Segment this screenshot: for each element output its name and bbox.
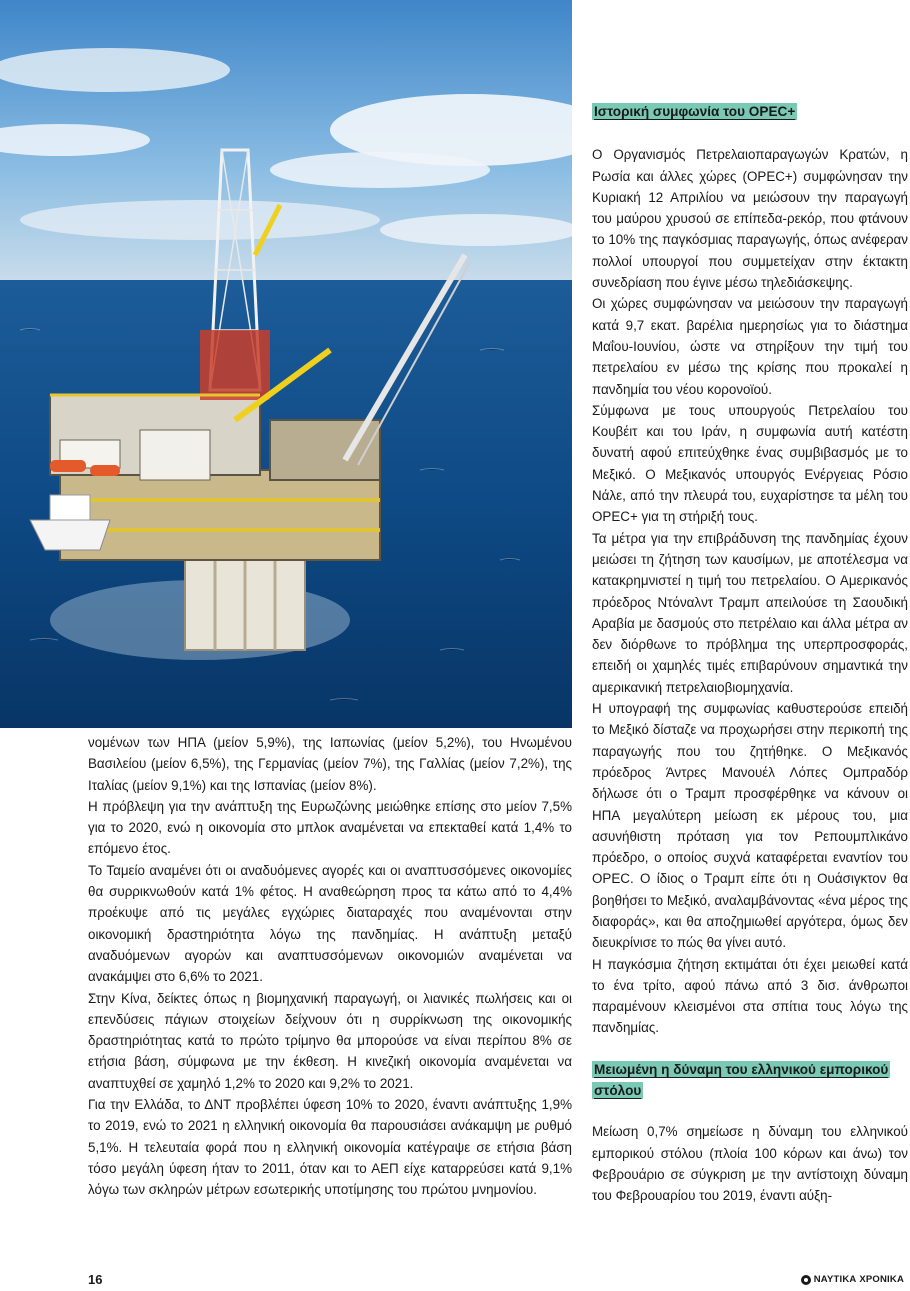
page-number: 16 xyxy=(88,1272,103,1287)
section-heading-fleet-text: Μειωμένη η δύναμη του ελληνικού εμπορικού στόλου xyxy=(594,1061,889,1099)
brand-logo-icon xyxy=(801,1275,811,1285)
section-heading-opec-text: Ιστορική συμφωνία του OPEC+ xyxy=(594,104,796,119)
section-heading-fleet xyxy=(592,1059,908,1102)
left-paragraph: Στην Κίνα, δείκτες όπως η βιομηχανική παραγωγή, οι λιανικές πωλήσεις και οι επενδύσεις πάγιων στοιχείων δείχνουν ότι η συρρίκνωση της οικονομικής δραστηριότητας κατά το πρώτο τρίμηνο θα μπορούσε να είναι περίπου 8% σε ετήσια βάση, σύμφωνα με την έκθεση. Η κινεζική οικονομία αναμένεται να αναπτυχθεί σε χαμηλό 1,2% το 2020 και 9,2% το 2021. xyxy=(88,990,572,1091)
oil-platform-illustration xyxy=(0,0,572,728)
right-paragraph: Οι χώρες συμφώνησαν να μειώσουν την παραγωγή κατά 9,7 εκατ. βαρέλια ημερησίως για το διάστημα Μαΐου-Ιουνίου, ώστε να στηρίξουν την τιμή του πετρελαίου εν μέσω της κρίσης που προκαλεί η πανδημία του νέου κορονοϊού. xyxy=(592,296,908,397)
left-paragraph: νομένων των ΗΠΑ (μείον 5,9%), της Ιαπωνίας (μείον 5,2%), του Ηνωμένου Βασιλείου (μείον 6,5%), της Γερμανίας (μείον 7%), της Γαλλίας (μείον 7,2%), της Ιταλίας (μείον 9,1%) και της Ισπανίας (μείον 8%). xyxy=(88,735,572,793)
right-paragraph: Τα μέτρα για την επιβράδυνση της πανδημίας έχουν μειώσει τη ζήτηση των καυσίμων, με αποτέλεσμα να κατακρημνιστεί η τιμή του πετρελαίου. Ο Αμερικανός πρόεδρος Ντόναλντ Τραμπ απειλούσε τη Σαουδική Αραβία με δασμούς στο πετρέλαιο και άλλα μέτρα αν δεν διόρθωνε το πρόβλημα της υπερπροσφοράς, επειδή οι χαμηλές τιμές επιβαρύνουν σημαντικά την αμερικανική πετρελαιοβιομηχανία. xyxy=(592,530,908,695)
right-paragraph: Μείωση 0,7% σημείωσε η δύναμη του ελληνικού εμπορικού στόλου (πλοία 100 κόρων και άνω) τον Φεβρουάριο σε σύγκριση με την αντίστοιχη δύναμη του Φεβρουαρίου του 2019, έναντι αύξη- xyxy=(592,1124,908,1204)
brand-name: ΝΑΥΤΙΚΑ ΧΡΟΝΙΚΑ xyxy=(813,1274,904,1285)
left-paragraph: Για την Ελλάδα, το ΔΝΤ προβλέπει ύφεση 10% το 2020, έναντι ανάπτυξης 1,9% το 2019, ενώ το 2021 η ελληνική οικονομία θα παρουσιάσει ανάκαμψη με ρυθμό 5,1%. Η τελευταία φορά που η ελληνική οικονομία κατέγραψε σε ετήσια βάση τόσο μεγάλη ύφεση ήταν το 2011, όταν και το ΑΕΠ είχε καταρρεύσει κατά 9,1% λόγω των σκληρών μέτρων εσωτερικής υποτίμησης του πρώτου μνημονίου. xyxy=(88,1097,572,1198)
right-paragraph: Ο Οργανισμός Πετρελαιοπαραγωγών Κρατών, η Ρωσία και άλλες χώρες (OPEC+) συμφώνησαν την Κυριακή 12 Απριλίου να μειώσουν την παραγωγή του μαύρου χρυσού σε επίπεδα-ρεκόρ, που φτάνουν το 10% της παγκόσμιας παραγωγής, όπως ανέφεραν πολλοί υπουργοί που συμμετείχαν στην έκτακτη συνεδρίαση που έγινε μέσω τηλεδιάσκεψης. xyxy=(592,147,908,291)
right-paragraph: Σύμφωνα με τους υπουργούς Πετρελαίου του Κουβέιτ και του Ιράν, η συμφωνία αυτή κατέστη δυνατή αφού επιτεύχθηκε ένας συμβιβασμός με το Μεξικό. Ο Μεξικανός υπουργός Ενέργειας Ρόσιο Νάλε, από την πλευρά του, ευχαρίστησε τα μέλη του OPEC+ για τη στήριξή τους. xyxy=(592,402,908,525)
publication-brand xyxy=(801,1274,904,1285)
right-paragraph: Η παγκόσμια ζήτηση εκτιμάται ότι έχει μειωθεί κατά το ένα τρίτο, αφού πάνω από 3 δισ. άνθρωποι παραμένουν κλεισμένοι στα σπίτια τους λόγω της πανδημίας. xyxy=(592,956,908,1036)
oil-platform-photo xyxy=(0,0,572,728)
right-column xyxy=(592,101,908,1207)
left-paragraph: Το Ταμείο αναμένει ότι οι αναδυόμενες αγορές και οι αναπτυσσόμενες οικονομίες θα συρρικνωθούν κατά 1% φέτος. Η αναθεώρηση προς τα κάτω από το 4,4% προέκυψε από τις μεγάλες εγχώριες διαταραχές που αναμένονται στην οικονομική δραστηριότητα λόγω της πανδημίας. Η ανάπτυξη μεταξύ αναδυόμενων αγορών και αναπτυσσόμενων οικονομιών αναμένεται να ανακάμψει στο 6,6% το 2021. xyxy=(88,862,572,985)
right-paragraph: Η υπογραφή της συμφωνίας καθυστερούσε επειδή το Μεξικό δίσταζε να προχωρήσει στην περικοπή της παραγωγής που του ζητήθηκε. Ο Μεξικανός πρόεδρος Άντρες Μανουέλ Λόπες Ομπραδόρ δήλωσε ότι ο Τραμπ προσφέρθηκε να κάνουν οι ΗΠΑ μεγαλύτερη μείωση εκ μέρους του, μια ασυνήθιστη πρόταση για τον Ρεπουμπλικάνο πρόεδρο, ο οποίος συχνά καταφέρεται εναντίον του OPEC. Ο ίδιος ο Τραμπ είπε ότι η Ουάσιγκτον θα βοηθήσει το Μεξικό, αναλαμβάνοντας «ένα μέρος της διαφοράς», και θα αποζημιωθεί αργότερα, όμως δεν διευκρίνισε το πώς θα γίνει αυτό. xyxy=(592,701,908,951)
left-paragraph: Η πρόβλεψη για την ανάπτυξη της Ευρωζώνης μειώθηκε επίσης στο μείον 7,5% για το 2020, ενώ η οικονομία στο μπλοκ αναμένεται να επεκταθεί κατά 1,4% το επόμενο έτος. xyxy=(88,798,572,857)
section-heading-opec xyxy=(592,101,908,122)
left-column xyxy=(88,732,572,1201)
